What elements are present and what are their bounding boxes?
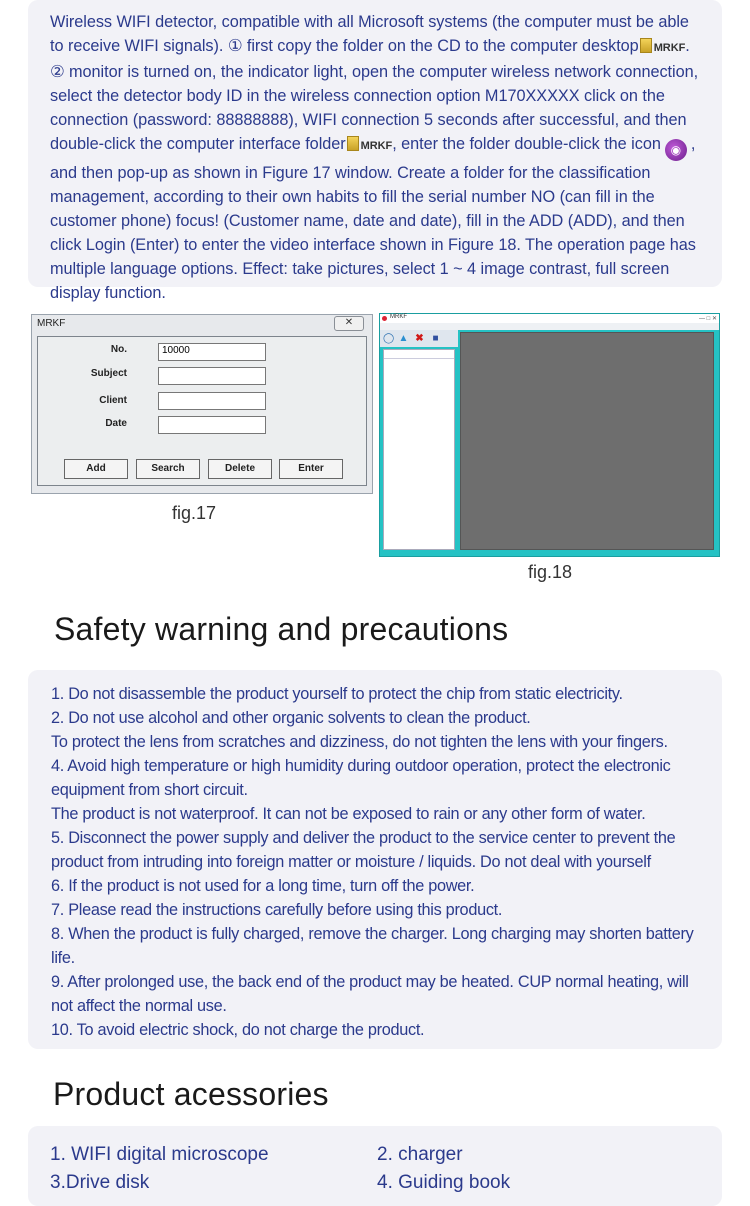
folder-icon xyxy=(640,38,652,53)
intro-text-2: . ② monitor is turned on, the indicator light, open the computer wireless network connection, select the detector body ID in the wireless connection option M170XXXXX click on the connection (password: 88888888), WIFI connection 5 seconds after successful, and then double-click the computer interface folder xyxy=(50,37,699,153)
fig18-video-view xyxy=(460,332,714,550)
close-button[interactable]: ✕ xyxy=(334,316,364,331)
settings-icon[interactable]: ■ xyxy=(432,333,439,344)
fig17-login-window xyxy=(31,314,373,494)
fig18-titlebar xyxy=(380,314,719,323)
fig18-toolbar xyxy=(380,330,458,347)
accessory-item: 3.Drive disk xyxy=(50,1172,150,1193)
no-label: No. xyxy=(110,344,127,355)
date-field[interactable] xyxy=(158,416,266,434)
client-field[interactable] xyxy=(158,392,266,410)
folder-label: MRKF xyxy=(360,140,393,152)
fig17-form-panel xyxy=(37,336,367,486)
accessory-item: 1. WIFI digital microscope xyxy=(50,1144,269,1165)
no-field[interactable]: 10000 xyxy=(158,343,266,361)
safety-line: 6. If the product is not used for a long time, turn off the power. xyxy=(51,877,475,895)
safety-line: To protect the lens from scratches and dizziness, do not tighten the lens with your fingers. xyxy=(51,733,668,751)
fig18-menubar[interactable] xyxy=(380,323,719,330)
fig17-caption: fig.17 xyxy=(172,503,217,523)
fig18-file-list[interactable] xyxy=(383,349,455,550)
safety-line: 8. When the product is fully charged, remove the charger. Long charging may shorten battery life. xyxy=(51,925,694,967)
fig18-title: MRKF xyxy=(390,314,407,320)
app-logo-icon xyxy=(382,316,387,321)
subject-field[interactable] xyxy=(158,367,266,385)
subject-label: Subject xyxy=(90,368,127,379)
enter-button[interactable]: Enter xyxy=(279,459,343,479)
delete-icon[interactable]: ✖ xyxy=(415,333,424,344)
folder-icon[interactable]: ▲ xyxy=(398,333,409,344)
accessory-item: 4. Guiding book xyxy=(377,1172,511,1193)
intro-text-3: , enter the folder double-click the icon xyxy=(392,135,661,153)
add-button[interactable]: Add xyxy=(64,459,128,479)
app-icon: ◉ xyxy=(665,139,687,161)
search-button[interactable]: Search xyxy=(136,459,200,479)
fig17-title: MRKF xyxy=(37,318,66,329)
capture-icon[interactable]: ◯ xyxy=(383,333,395,344)
client-label: Client xyxy=(99,395,127,406)
fig18-video-window xyxy=(379,313,720,557)
window-controls-icon[interactable]: — □ ✕ xyxy=(699,316,717,322)
intro-text-1: Wireless WIFI detector, compatible with all Microsoft systems (the computer must be able to receive WIFI signals). ① first copy the folder on the CD to the computer desktop xyxy=(50,13,689,55)
safety-line: The product is not waterproof. It can not be exposed to rain or any other form of water. xyxy=(51,805,646,823)
safety-heading: Safety warning and precautions xyxy=(54,611,509,647)
accessories-heading: Product acessories xyxy=(53,1076,329,1112)
delete-button[interactable]: Delete xyxy=(208,459,272,479)
intro-text-4: , and then pop-up as shown in Figure 17 window. Create a folder for the classification management, according to their own habits to fill the serial number NO (can fill in the customer phone) focus! (Customer name, date and date), fill in the ADD (ADD), and then click Login (Enter) to enter the video interface shown in Figure 18. The operation page has multiple language options. Effect: take pictures, select 1 ~ 4 image contrast, full screen display function. xyxy=(50,135,696,302)
safety-line: 5. Disconnect the power supply and deliver the product to the service center to prevent the product from intruding into foreign matter or moisture / liquids. Do not deal with yourself xyxy=(51,829,676,871)
intro-card xyxy=(28,0,722,302)
accessories-card xyxy=(28,1126,722,1206)
file-list-header xyxy=(384,350,454,359)
safety-line: 9. After prolonged use, the back end of the product may be heated. CUP normal heating, will not affect the normal use. xyxy=(51,973,689,1015)
safety-card xyxy=(28,670,722,1049)
intro-paragraph xyxy=(50,10,706,305)
folder-icon xyxy=(347,136,359,151)
safety-line: 2. Do not use alcohol and other organic solvents to clean the product. xyxy=(51,709,531,727)
accessory-item: 2. charger xyxy=(377,1144,463,1165)
safety-line: 1. Do not disassemble the product yourself to protect the chip from static electricity. xyxy=(51,685,623,703)
fig18-caption: fig.18 xyxy=(528,562,573,582)
safety-line: 4. Avoid high temperature or high humidity during outdoor operation, protect the electronic equipment from short circuit. xyxy=(51,757,671,799)
safety-line: 7. Please read the instructions carefully before using this product. xyxy=(51,901,503,919)
safety-line: 10. To avoid electric shock, do not charge the product. xyxy=(51,1021,425,1039)
folder-label: MRKF xyxy=(653,42,686,54)
date-label: Date xyxy=(105,418,127,429)
